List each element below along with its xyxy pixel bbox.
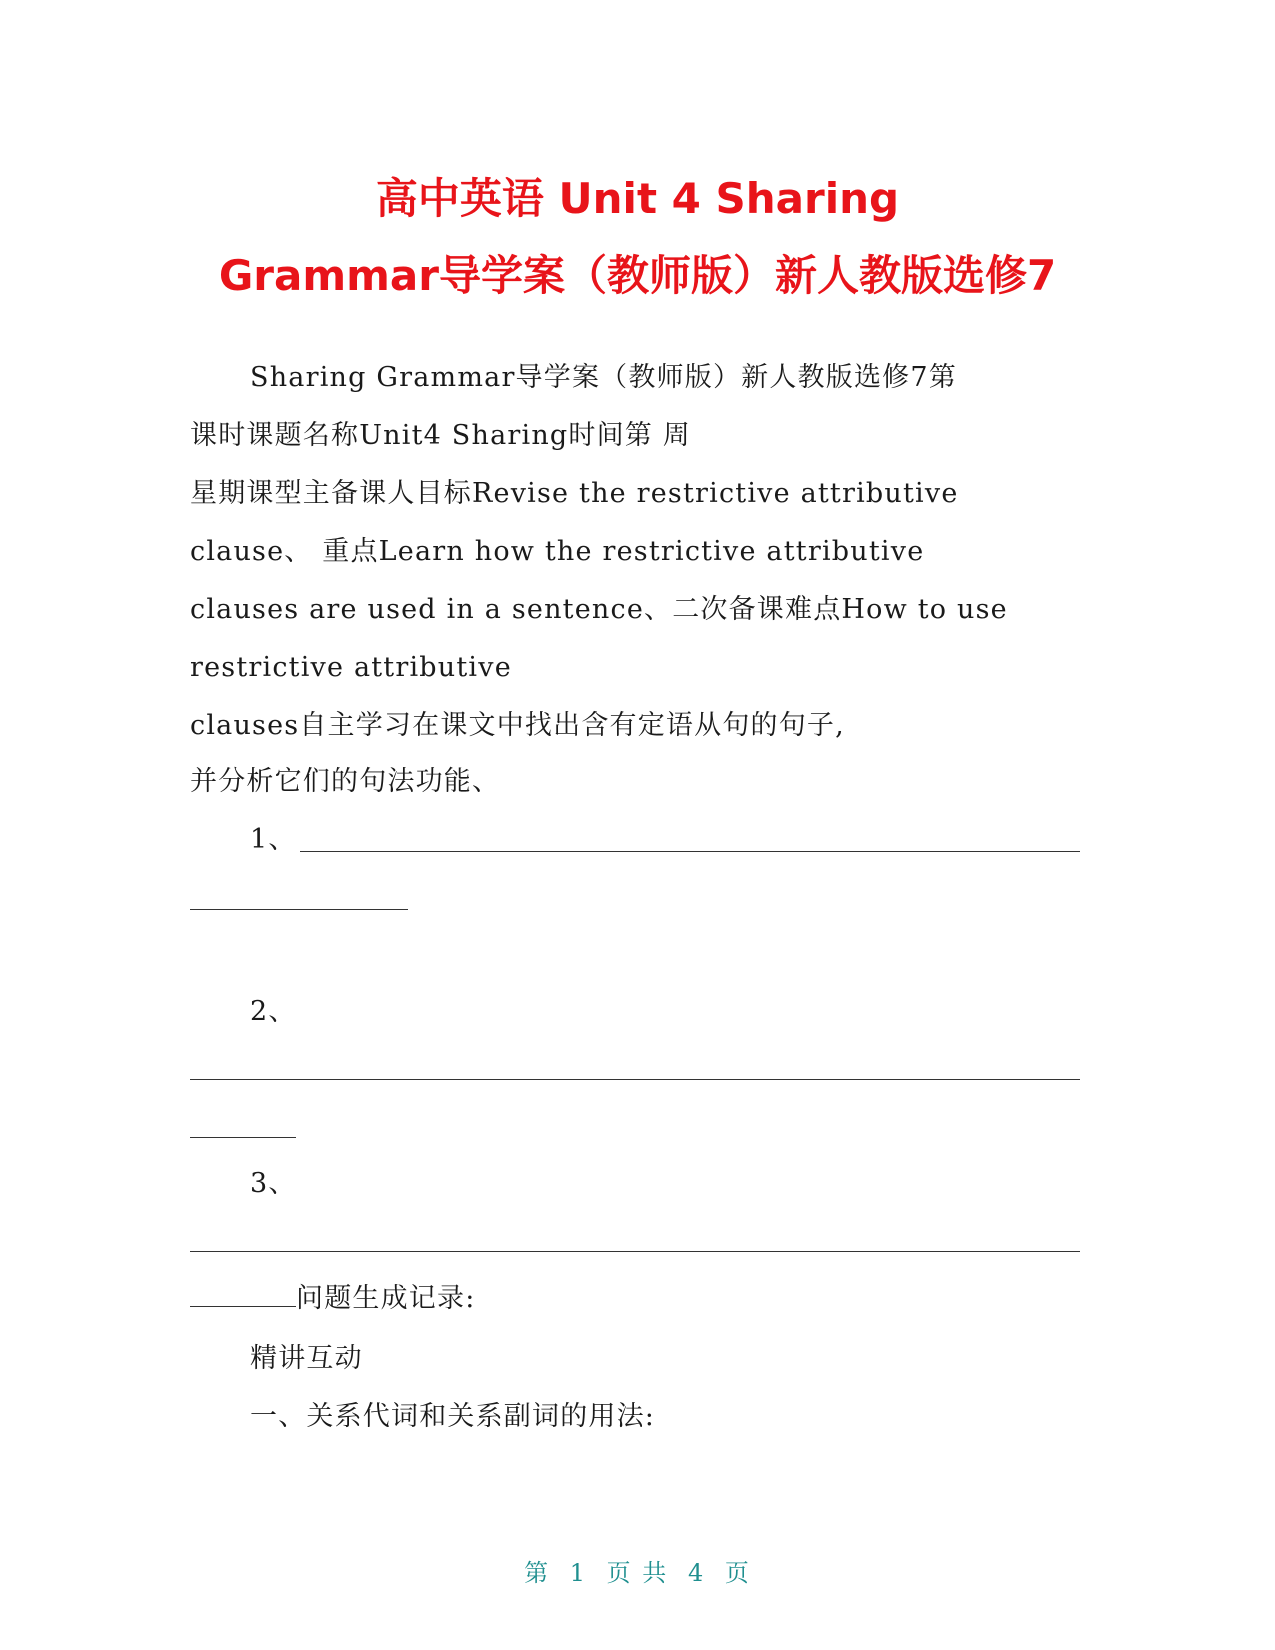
- body-line: restrictive attributive: [190, 652, 512, 683]
- footer-suffix: 页: [724, 1559, 751, 1587]
- blank-item-3: [250, 1168, 297, 1200]
- section-heading: 精讲互动: [250, 1343, 363, 1374]
- page-footer: [0, 1553, 1275, 1588]
- body-line: 课时课题名称Unit4 Sharing时间第 周: [190, 420, 691, 451]
- answer-blank-line: [190, 1284, 296, 1307]
- answer-blank-line: [190, 1079, 1080, 1080]
- item-number: 3、: [250, 1168, 297, 1199]
- subsection-heading: 一、关系代词和关系副词的用法:: [250, 1401, 656, 1432]
- footer-prefix: 第: [524, 1559, 551, 1587]
- body-line: clauses自主学习在课文中找出含有定语从句的句子,: [190, 710, 845, 741]
- record-label: 问题生成记录:: [296, 1283, 476, 1314]
- answer-blank-line: [300, 851, 1080, 852]
- footer-page-number: 1: [569, 1559, 588, 1587]
- footer-mid: 页 共: [606, 1559, 669, 1587]
- body-line: Sharing Grammar导学案（教师版）新人教版选修7第: [250, 362, 957, 393]
- answer-blank-line: [190, 909, 408, 910]
- footer-total-pages: 4: [687, 1559, 706, 1587]
- body-line: clauses are used in a sentence、二次备课难点How to use: [190, 594, 1008, 625]
- item-number: 2、: [250, 996, 297, 1027]
- title-line-1: 高中英语 Unit 4 Sharing: [375, 174, 900, 223]
- item-number: 1、: [250, 824, 297, 855]
- title-line-2: Grammar导学案（教师版）新人教版选修7: [218, 251, 1057, 300]
- body-line: 星期课型主备课人目标Revise the restrictive attributive: [190, 478, 959, 509]
- blank-item-2: [250, 996, 297, 1028]
- body-line: 并分析它们的句法功能、: [190, 766, 501, 797]
- body-line: clause、 重点Learn how the restrictive attributive: [190, 536, 925, 567]
- blank-item-1: [250, 824, 297, 856]
- answer-blank-line: [190, 1251, 1080, 1252]
- question-record: [190, 1283, 476, 1315]
- answer-blank-line: [190, 1137, 296, 1138]
